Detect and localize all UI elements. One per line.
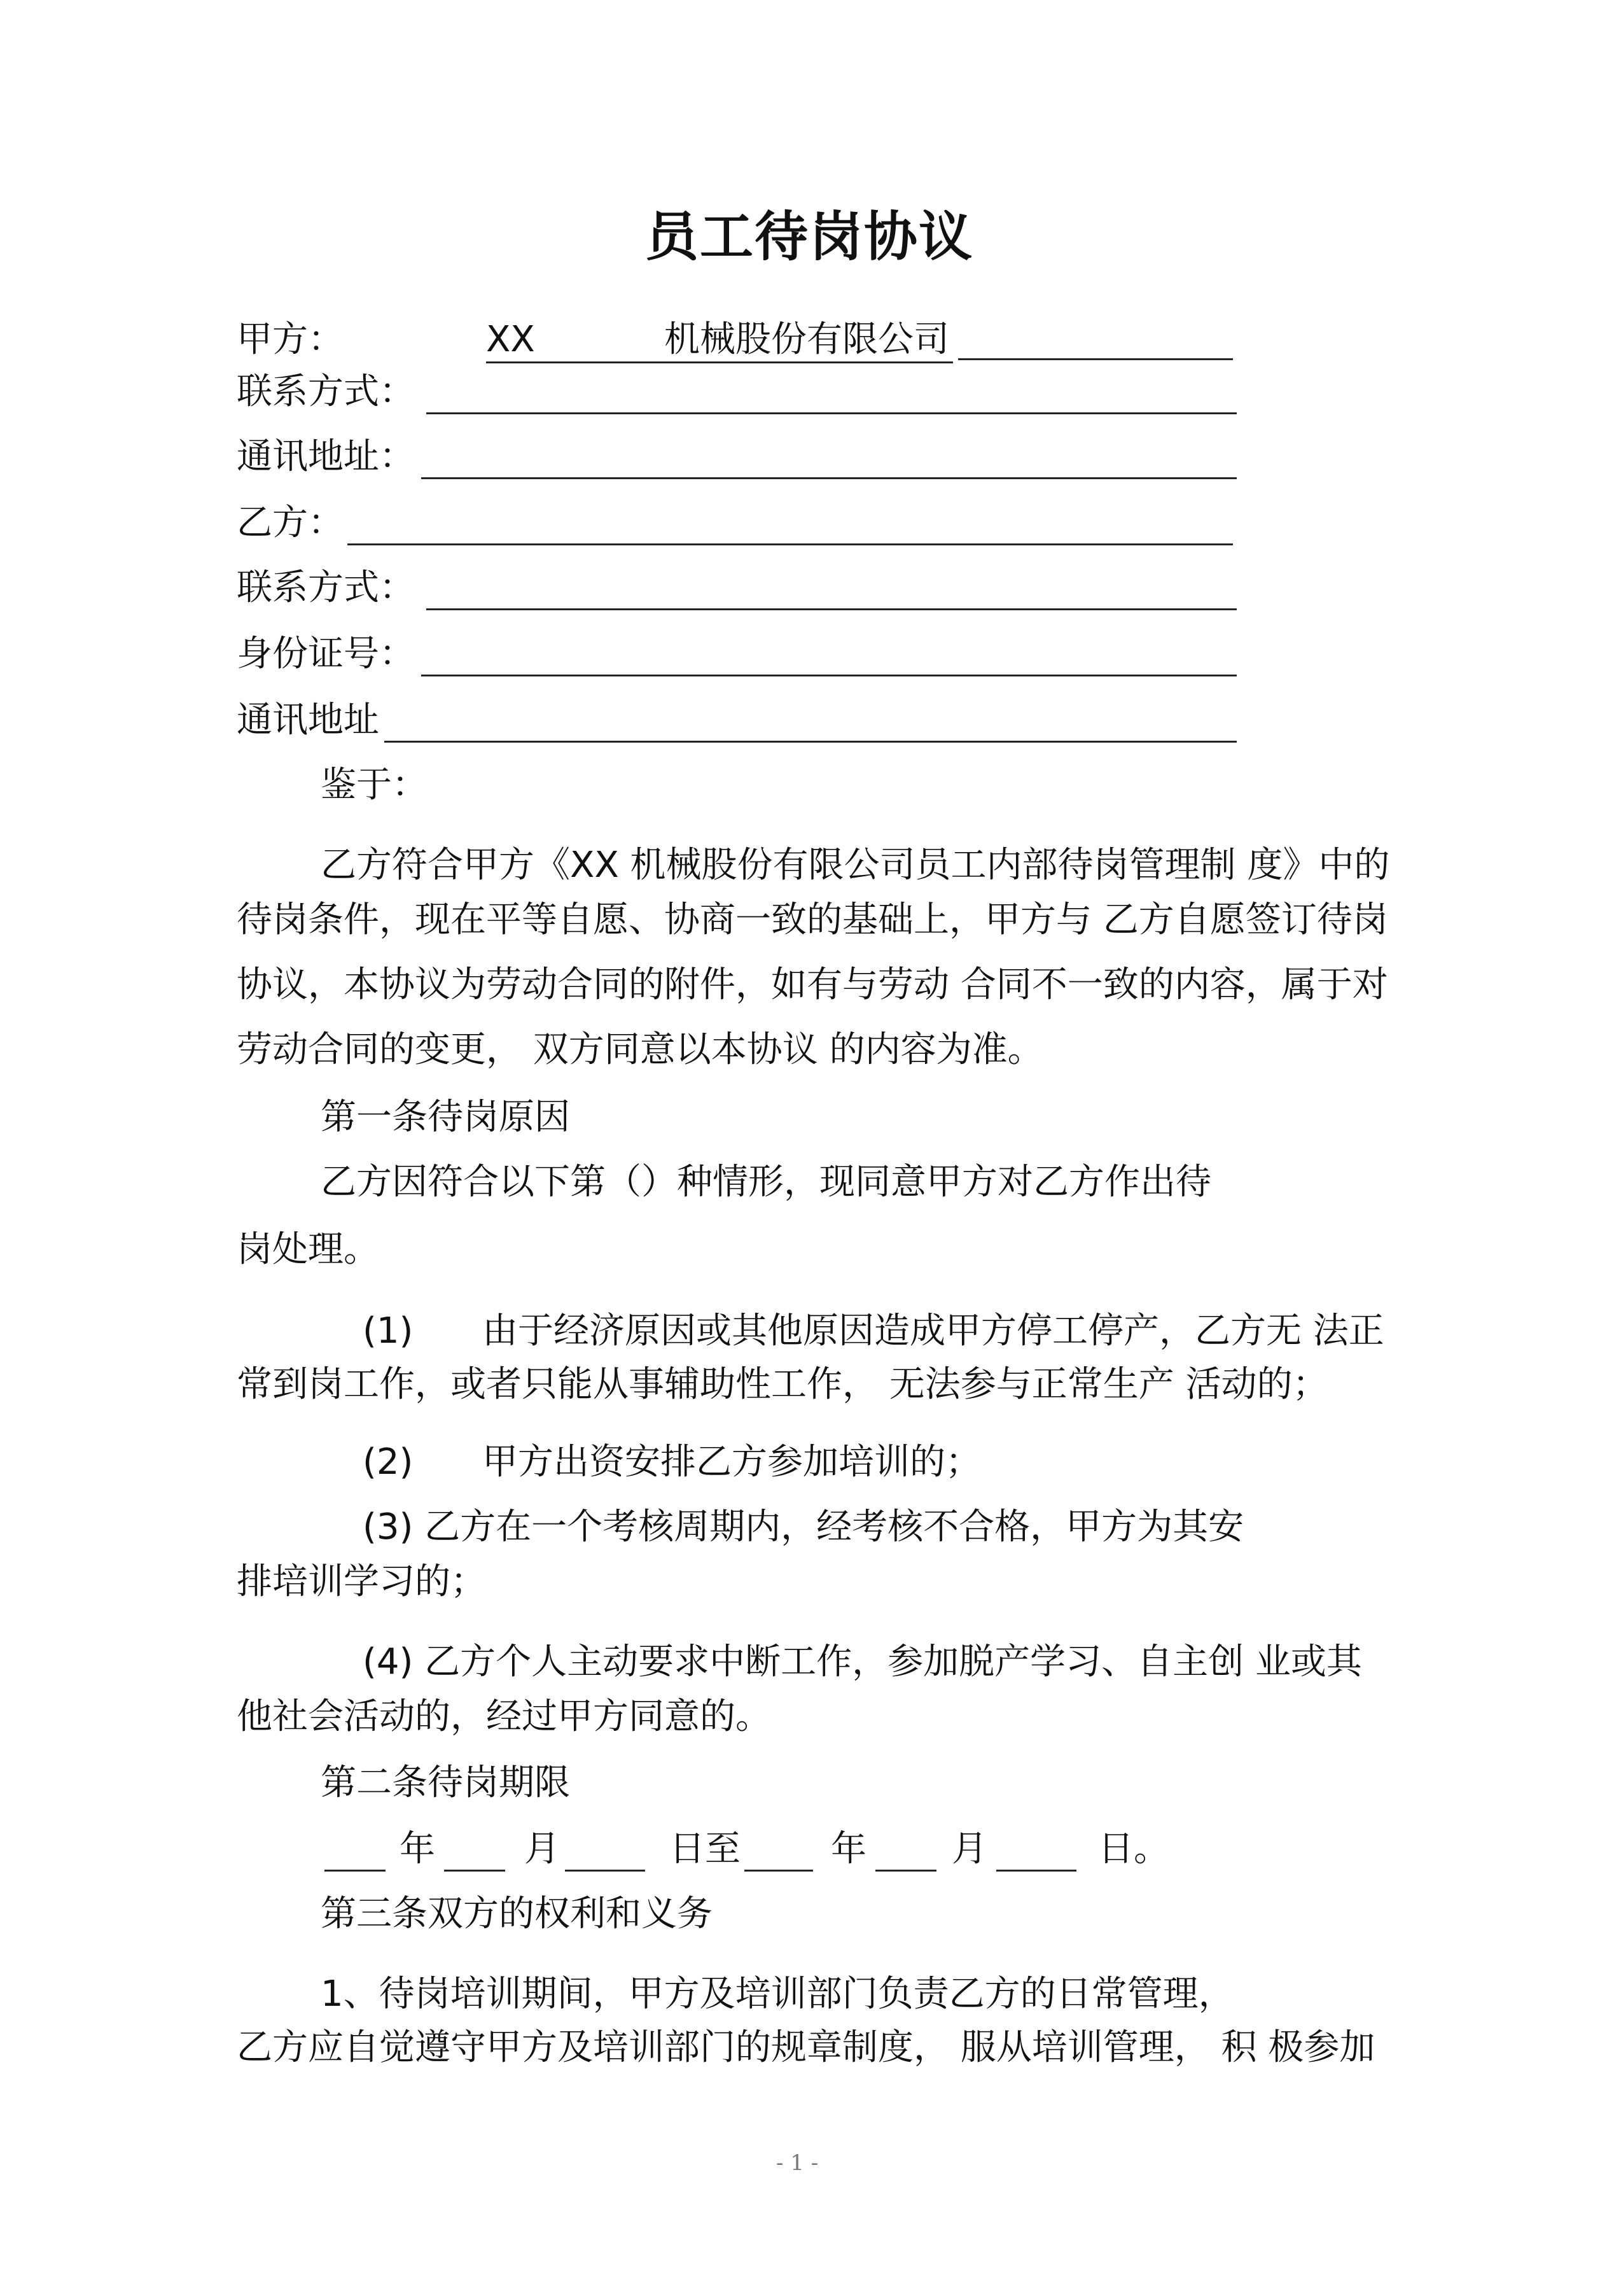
end-day-label: 日。 — [1098, 1828, 1169, 1870]
end-year-blank — [744, 1870, 813, 1872]
article-1-lead-line-1: 乙方因符合以下第（）种情形，现同意甲方对乙方作出待 — [321, 1161, 1211, 1203]
article-1-item-3-line-1: (3) 乙方在一个考核周期内，经考核不合格，甲方为其安 — [363, 1506, 1244, 1548]
party-b-id-label: 身份证号： — [237, 633, 415, 675]
party-a-label: 甲方： — [237, 319, 344, 360]
party-a-contact-label: 联系方式： — [237, 371, 415, 412]
party-a-name-suffix: 机械股份有限公司 — [664, 319, 949, 360]
party-b-name-blank — [347, 543, 1233, 545]
party-a-address-blank — [421, 477, 1237, 479]
start-day-to-label: 日至 — [669, 1828, 741, 1870]
end-day-blank — [996, 1870, 1076, 1872]
whereas-label: 鉴于： — [321, 764, 428, 806]
start-month-blank — [444, 1870, 505, 1872]
document-title: 员工待岗协议 — [645, 206, 974, 268]
party-a-name-underline — [486, 361, 953, 363]
party-b-contact-label: 联系方式： — [237, 567, 415, 608]
article-1-lead-line-2: 岗处理。 — [237, 1229, 379, 1270]
article-2-heading: 第二条待岗期限 — [321, 1762, 570, 1803]
article-1-item-2-text: 甲方出资安排乙方参加培训的； — [482, 1441, 981, 1483]
page-number: - 1 - — [776, 2150, 819, 2176]
article-1-item-4-line-2: 他社会活动的，经过甲方同意的。 — [237, 1696, 771, 1737]
party-a-name-prefix: XX — [486, 319, 535, 360]
article-1-item-1-number: (1) — [363, 1310, 414, 1352]
party-b-address-blank — [384, 741, 1237, 743]
end-month-blank — [875, 1870, 936, 1872]
party-b-contact-blank — [426, 608, 1237, 610]
article-1-item-1-line-1: 由于经济原因或其他原因造成甲方停工停产，乙方无 法正 — [482, 1310, 1384, 1352]
party-a-name-blank — [958, 358, 1233, 360]
party-b-id-blank — [421, 675, 1237, 676]
party-b-address-label: 通讯地址 — [237, 699, 379, 741]
intro-line-1: 乙方符合甲方《XX 机械股份有限公司员工内部待岗管理制 度》中的 — [321, 844, 1390, 886]
start-year-blank — [324, 1870, 386, 1872]
start-month-label: 月 — [524, 1828, 560, 1870]
party-a-address-label: 通讯地址： — [237, 436, 415, 477]
article-1-item-4-line-1: (4) 乙方个人主动要求中断工作，参加脱产学习、自主创 业或其 — [363, 1641, 1362, 1683]
article-1-item-1-line-2: 常到岗工作，或者只能从事辅助性工作， 无法参与正常生产 活动的； — [237, 1364, 1328, 1405]
article-3-p1-line-1: 1、待岗培训期间，甲方及培训部门负责乙方的日常管理， — [321, 1973, 1234, 2015]
article-3-p1-line-2: 乙方应自觉遵守甲方及培训部门的规章制度， 服从培训管理， 积 极参加 — [237, 2027, 1375, 2068]
intro-line-4: 劳动合同的变更， 双方同意以本协议 的内容为准。 — [237, 1029, 1043, 1070]
end-month-label: 月 — [952, 1828, 987, 1870]
start-year-label: 年 — [400, 1828, 435, 1870]
intro-line-2: 待岗条件，现在平等自愿、协商一致的基础上，甲方与 乙方自愿签订待岗 — [237, 899, 1388, 941]
article-3-heading: 第三条双方的权利和义务 — [321, 1893, 713, 1935]
article-1-item-2-number: (2) — [363, 1441, 414, 1483]
intro-line-3: 协议，本协议为劳动合同的附件，如有与劳动 合同不一致的内容，属于对 — [237, 964, 1388, 1005]
party-b-label: 乙方： — [237, 502, 344, 543]
start-day-blank — [565, 1870, 645, 1872]
article-1-heading: 第一条待岗原因 — [321, 1096, 570, 1138]
article-1-item-3-line-2: 排培训学习的； — [237, 1561, 486, 1602]
end-year-label: 年 — [831, 1828, 866, 1870]
party-a-contact-blank — [426, 412, 1237, 414]
